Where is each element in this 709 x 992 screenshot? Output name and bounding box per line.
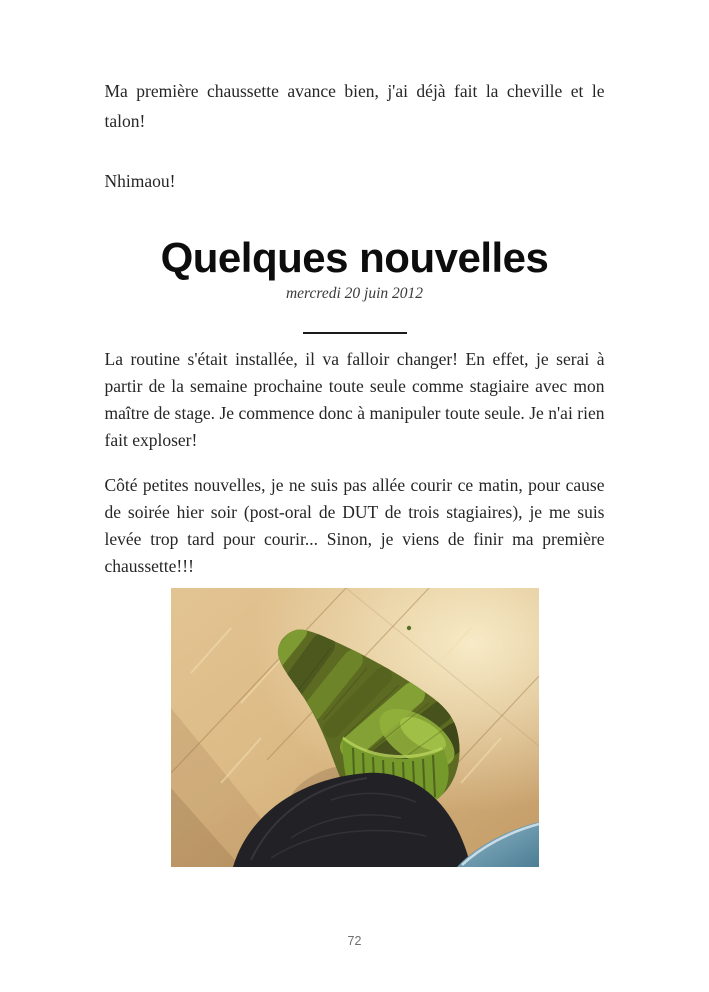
page-number: 72 [347, 934, 362, 948]
document-page [105, 0, 605, 949]
green-speck [406, 626, 410, 630]
body-paragraph-1: La routine s'était installée, il va falloir changer! En effet, je serai à partir de la semaine prochaine toute seule comme stagiaire avec mon maître de stage. Je commence donc à manipuler toute seule. Je n'ai rien fait exploser! [104, 349, 605, 450]
intro-paragraph-2: Nhimaou! [104, 171, 176, 191]
body-paragraph-2: Côté petites nouvelles, je ne suis pas allée courir ce matin, pour cause de soirée hier soir (post-oral de DUT de trois stagiaires), je me suis levée trop tard pour courir... Sinon, je viens de finir ma première chaussette!!! [104, 475, 605, 576]
separator-line [303, 332, 407, 334]
sock-photo-image [171, 588, 539, 867]
intro-paragraph-1: Ma première chaussette avance bien, j'ai déjà fait la cheville et le talon! [104, 81, 605, 131]
post-photo [105, 588, 605, 867]
post-date: mercredi 20 juin 2012 [285, 285, 424, 302]
post-title: Quelques nouvelles [160, 234, 549, 281]
